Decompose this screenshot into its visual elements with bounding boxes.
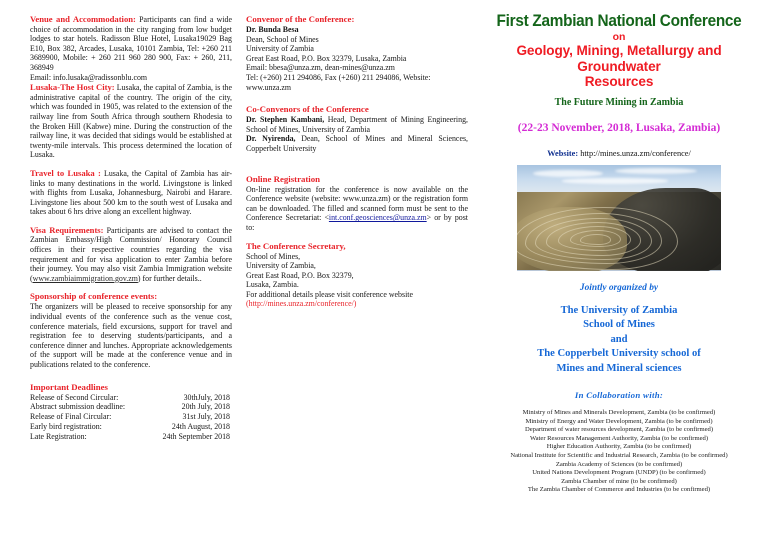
- secretary-footer-text: For additional details please visit conference website: [246, 289, 413, 299]
- convenor-email-line: Email: bbesa@unza.zm, dean-mines@unza.zm: [246, 63, 395, 73]
- convenor-line: Great East Road, P.O. Box 32379, Lusaka, Zambia: [246, 53, 407, 63]
- list-item: Zambia Chamber of mine (to be confirmed): [561, 477, 677, 485]
- convenor-heading: Convenor of the Conference:: [246, 14, 355, 24]
- list-item: Zambia Academy of Sciences (to be confirmed): [555, 460, 683, 468]
- table-row: [30, 422, 232, 432]
- deadline-value: 24th August, 2018: [171, 421, 230, 431]
- spacer: [246, 162, 468, 170]
- online-registration-heading: Online Registration: [246, 173, 321, 184]
- sponsorship-body: The organizers will be pleased to receive sponsorship for any individual events of the conference such as the venue cost, conference materials, field excursions, support for travel and registration fee to deserving students/participants, and a conference dinner and lunches. Appropriate acknowledgements of the support will be made at the conference venue and in publications related to the conference.: [30, 302, 232, 369]
- organizer-line: School of Mines: [583, 319, 655, 330]
- organizer-line: and: [610, 333, 628, 345]
- table-row: [30, 432, 232, 442]
- host-city-body: Lusaka, the capital of Zambia, is the administrative capital of the country. The origin of the city, which was founded in 1905, was related to the extension of the railway line from South Africa through southern Rhodesia to the Broken Hill (Kabwe) mine. During the construction of the railway line, it was decided that sidings would be established at twenty-mile intervals. This process determined the location of Lusaka.: [30, 83, 233, 160]
- visa-immigration-link[interactable]: www.zambiaimmigration.gov.zm: [32, 273, 138, 283]
- deadline-label: Release of Final Circular:: [30, 412, 112, 422]
- list-item: United Nations Development Program (UNDP) (to be confirmed): [532, 469, 706, 477]
- list-item: Department of water resources development, Zambia (to be confirmed): [524, 426, 714, 434]
- secretary-line: School of Mines,: [246, 251, 301, 261]
- co-convenor-name: Dr. Nyirenda,: [246, 134, 296, 144]
- co-convenor-name: Dr. Stephen Kambani,: [246, 115, 325, 125]
- photo-bench-line: [517, 207, 678, 270]
- conference-title-on: on: [612, 31, 626, 43]
- convenor-tel-line: Tel: (+260) 211 294086, Fax (+260) 211 294086, Website:: [246, 72, 431, 82]
- venue-heading: Venue and Accommodation:: [30, 14, 136, 24]
- secretary-line: Lusaka, Zambia.: [246, 280, 299, 290]
- deadline-label: Early bird registration:: [30, 421, 102, 431]
- conference-title-line4: Resources: [584, 74, 654, 89]
- co-convenor-entry: [246, 134, 468, 153]
- spacer: [30, 370, 232, 378]
- deadline-value: 20th July, 2018: [181, 402, 230, 412]
- jointly-organized-label: Jointly organized by: [579, 282, 659, 293]
- visa-body-before: Participants are advised to contact the Zambian Embassy/High Commission/ Honorary Council offices in their respective countries regarding the visa requirement and for visa application to enter Zambia before their journey. You may also visit Zambia Immigration website (: [30, 225, 232, 283]
- deadline-label: Abstract submission deadline:: [30, 402, 126, 412]
- cloud-shape: [562, 178, 668, 183]
- convenor-line: Dean, School of Mines: [246, 34, 319, 44]
- co-convenor-detail: Dean, School of Mines and Mineral Sciences, Copperbelt University: [246, 134, 468, 153]
- table-row: [30, 402, 232, 412]
- convenor-line: University of Zambia: [246, 44, 314, 54]
- conference-tagline: The Future Mining in Zambia: [554, 96, 684, 108]
- conference-title-line3: Groundwater: [577, 58, 661, 74]
- open-pit-mine-photo: [517, 165, 721, 271]
- convenor-name: Dr. Bunda Besa: [246, 25, 299, 34]
- right-column: [476, 10, 762, 543]
- cloud-shape: [615, 168, 697, 174]
- venue-email-line: Email: info.lusaka@radissonblu.com: [30, 72, 148, 82]
- convenor-website-line: www.unza.zm: [246, 82, 292, 92]
- spacer: [246, 154, 468, 162]
- list-item: Ministry of Mines and Minerals Development, Zambia (to be confirmed): [522, 409, 716, 416]
- registration-text-after: > or by post to:: [246, 213, 468, 232]
- secretary-heading: The Conference Secretary,: [246, 240, 346, 251]
- venue-paragraph: [30, 14, 232, 73]
- registration-email-link[interactable]: int.conf.geosciences@unza.zm: [328, 213, 427, 223]
- cloud-shape: [533, 170, 602, 177]
- visa-paragraph: [30, 225, 232, 284]
- co-convenor-entry: [246, 115, 468, 134]
- list-item: Water Resources Management Authority, Zambia (to be confirmed): [529, 434, 709, 442]
- co-convenor-detail: Head, Department of Mining Engineering, School of Mines, University of Zambia: [246, 115, 468, 134]
- list-item: The Zambia Chamber of Commerce and Industries (to be confirmed): [527, 486, 711, 494]
- secretary-line: University of Zambia,: [246, 261, 316, 271]
- website-url[interactable]: http://mines.unza.zm/conference/: [580, 148, 691, 158]
- left-column: [6, 10, 244, 543]
- deadline-value: 24th September 2018: [162, 431, 230, 441]
- secretary-line: Great East Road, P.O. Box 32379,: [246, 270, 354, 280]
- spacer: [246, 233, 468, 241]
- conference-title-line2: Geology, Mining, Metallurgy and: [516, 43, 722, 58]
- registration-text-before: On-line registration for the conference is now available on the Conference website (website: www.unza.zm) or the registration form can be downloaded. The filled and scanned form must be sent to the Conference Secretariat: <: [246, 184, 468, 223]
- spacer: [246, 92, 468, 100]
- sponsorship-heading: Sponsorship of conference events:: [30, 291, 158, 302]
- conference-website-link[interactable]: (http://mines.unza.zm/conference/): [246, 299, 357, 309]
- list-item: National Institute for Scientific and Industrial Research, Zambia (to be confirmed): [510, 451, 728, 459]
- travel-body: Lusaka, the Capital of Zambia has air-links to many destinations in the world. Livingstone is linked with flights from Lusaka, Johannesburg, Nairobi and Harare. Livingstone lies about 500 km to the south west of Lusaka and takes about 6 hrs drive along an excellent highway.: [30, 168, 232, 217]
- deadlines-table: [30, 393, 232, 442]
- collaborators-list: [482, 409, 756, 495]
- host-city-paragraph: [30, 82, 232, 160]
- venue-body: Participants can find a wide choice of accommodation in the city ranging from low budget lodges to star hotels. Radisson Blue Hotel, Lusaka19029 Bag E10, Box 382, Arcades, Lusaka, 10101 Zambia, Tel: +260 211 3689900, Mobile: + 260 211 960 280 900, Fax: + 260, 211, 368949: [30, 15, 232, 72]
- collaboration-label: In Collaboration with:: [574, 390, 664, 400]
- visa-heading: Visa Requirements:: [30, 224, 104, 235]
- conference-website-line: [482, 148, 756, 159]
- table-row: [30, 412, 232, 422]
- deadlines-heading: Important Deadlines: [30, 381, 108, 392]
- travel-paragraph: [30, 168, 232, 217]
- deadline-value: 31st July, 2018: [182, 412, 230, 422]
- organizer-line: Mines and Mineral sciences: [556, 362, 682, 374]
- deadline-label: Late Registration:: [30, 431, 87, 441]
- organizer-line: The Copperbelt University school of: [537, 348, 701, 359]
- organizers-block: [482, 304, 756, 377]
- organizer-line: The University of Zambia: [560, 304, 678, 316]
- conference-date-venue: (22-23 November, 2018, Lusaka, Zambia): [517, 121, 721, 134]
- list-item: Higher Education Authority, Zambia (to be confirmed): [546, 443, 692, 451]
- spacer: [30, 160, 232, 168]
- spacer: [30, 283, 232, 291]
- online-registration-body: [246, 185, 468, 233]
- conference-title-line1: First Zambian National Conference: [496, 12, 742, 30]
- host-city-heading: Lusaka-The Host City:: [30, 82, 115, 93]
- travel-heading: Travel to Lusaka :: [30, 167, 101, 178]
- list-item: Ministry of Energy and Water Development, Zambia (to be confirmed): [525, 417, 713, 425]
- visa-body-after: ) for further details..: [137, 273, 202, 283]
- deadline-label: Release of Second Circular:: [30, 392, 119, 402]
- middle-column: [244, 10, 476, 543]
- deadline-value: 30thJuly, 2018: [183, 392, 230, 402]
- table-row: [30, 393, 232, 403]
- co-convenors-heading: Co-Convenors of the Conference: [246, 104, 369, 115]
- spacer: [30, 217, 232, 225]
- website-label: Website:: [547, 148, 579, 158]
